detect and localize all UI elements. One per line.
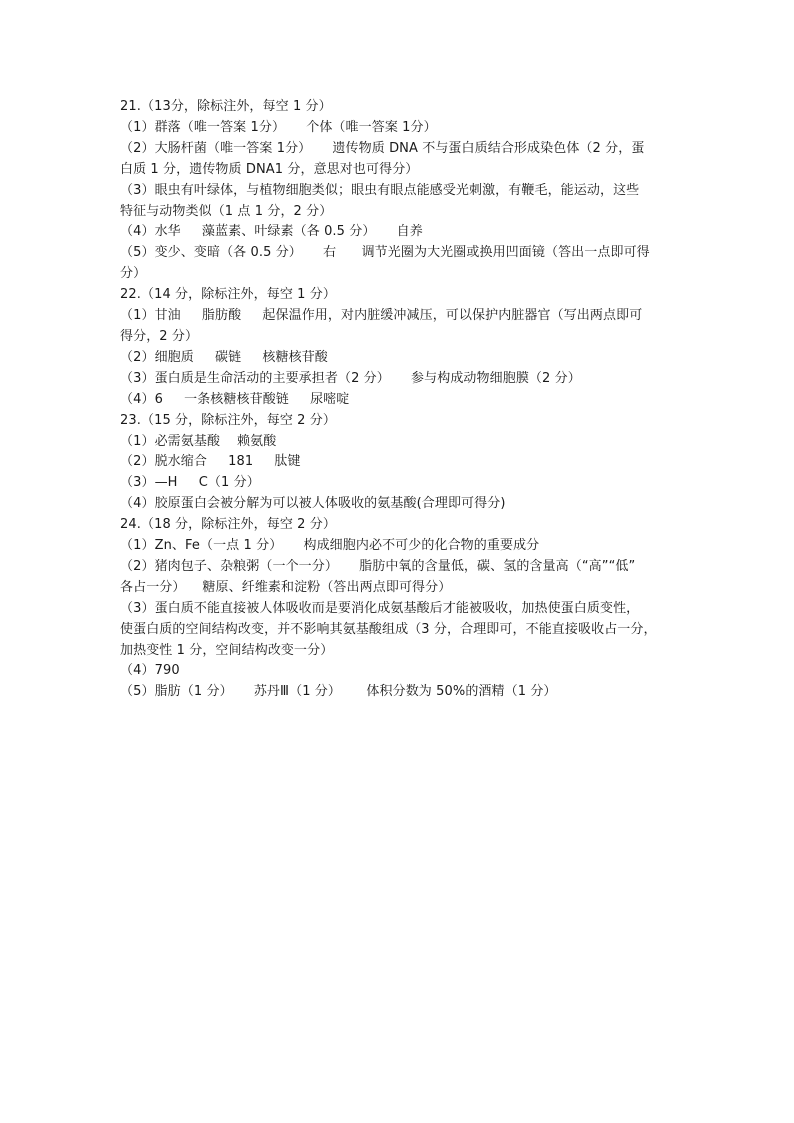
q23-answer-1: （1）必需氨基酸 赖氨酸 bbox=[120, 433, 277, 449]
q24-answer-3-cont: 使蛋白质的空间结构改变，并不影响其氨基酸组成（3 分，合理即可，不能直接吸收占一分， bbox=[120, 621, 657, 637]
q24-answer-2-cont: 各占一分） 糖原、纤维素和淀粉（答出两点即可得分） bbox=[120, 579, 452, 595]
q24-answer-3-cont-2: 加热变性 1 分，空间结构改变一分） bbox=[120, 642, 334, 658]
q23-answer-3: （3）—H C（1 分） bbox=[120, 475, 260, 491]
q24-heading: 24.（18 分，除标注外，每空 2 分） bbox=[120, 517, 336, 533]
q21-answer-5: （5）变少、变暗（各 0.5 分） 右 调节光圈为大光圈或换用凹面镜（答出一点即可得 bbox=[120, 245, 650, 261]
q21-answer-3: （3）眼虫有叶绿体，与植物细胞类似；眼虫有眼点能感受光刺激，有鞭毛，能运动，这些 bbox=[120, 182, 640, 198]
q21-heading: 21.（13分，除标注外，每空 1 分） bbox=[120, 99, 332, 114]
q24-answer-3: （3）蛋白质不能直接被人体吸收而是要消化成氨基酸后才能被吸收，加热使蛋白质变性， bbox=[120, 600, 640, 616]
q22-answer-4: （4）6 一条核糖核苷酸链 尿嘧啶 bbox=[120, 391, 350, 407]
q22-answer-1-cont: 得分，2 分） bbox=[120, 328, 199, 344]
q21-answer-5-cont: 分） bbox=[120, 266, 147, 282]
q22-heading: 22.（14 分，除标注外，每空 1 分） bbox=[120, 287, 336, 303]
q21-answer-2-cont: 白质 1 分，遗传物质 DNA1 分，意思对也可得分） bbox=[120, 161, 419, 177]
q22-answer-3: （3）蛋白质是生命活动的主要承担者（2 分） 参与构成动物细胞膜（2 分） bbox=[120, 370, 581, 386]
q24-answer-2: （2）猪肉包子、杂粮粥（一个一分） 脂肪中氧的含量低，碳、氢的含量高（“高”“低” bbox=[120, 558, 636, 574]
q21-answer-4: （4）水华 藻蓝素、叶绿素（各 0.5 分） 自养 bbox=[120, 224, 423, 240]
q24-answer-4: （4）790 bbox=[120, 663, 180, 679]
q22-answer-2: （2）细胞质 碳链 核糖核苷酸 bbox=[120, 349, 328, 365]
q21-answer-2: （2）大肠杆菌（唯一答案 1分） 遗传物质 DNA 不与蛋白质结合形成染色体（2 分，蛋 bbox=[120, 140, 645, 156]
q23-answer-2: （2）脱水缩合 181 肽键 bbox=[120, 454, 301, 470]
q21-answer-1: （1）群落（唯一答案 1分） 个体（唯一答案 1分） bbox=[120, 119, 437, 135]
q22-answer-1: （1）甘油 脂肪酸 起保温作用，对内脏缓冲减压，可以保护内脏器官（写出两点即可 bbox=[120, 308, 643, 324]
q23-heading: 23.（15 分，除标注外，每空 2 分） bbox=[120, 412, 336, 428]
q23-answer-4: （4）胶原蛋白会被分解为可以被人体吸收的氨基酸(合理即可得分) bbox=[120, 496, 506, 512]
q21-answer-3-cont: 特征与动物类似（1 点 1 分，2 分） bbox=[120, 203, 333, 219]
q24-answer-5: （5）脂肪（1 分） 苏丹Ⅲ（1 分） 体积分数为 50%的酒精（1 分） bbox=[120, 684, 557, 700]
q24-answer-1: （1）Zn、Fe（一点 1 分） 构成细胞内必不可少的化合物的重要成分 bbox=[120, 538, 540, 554]
answer-key-text bbox=[120, 97, 680, 703]
